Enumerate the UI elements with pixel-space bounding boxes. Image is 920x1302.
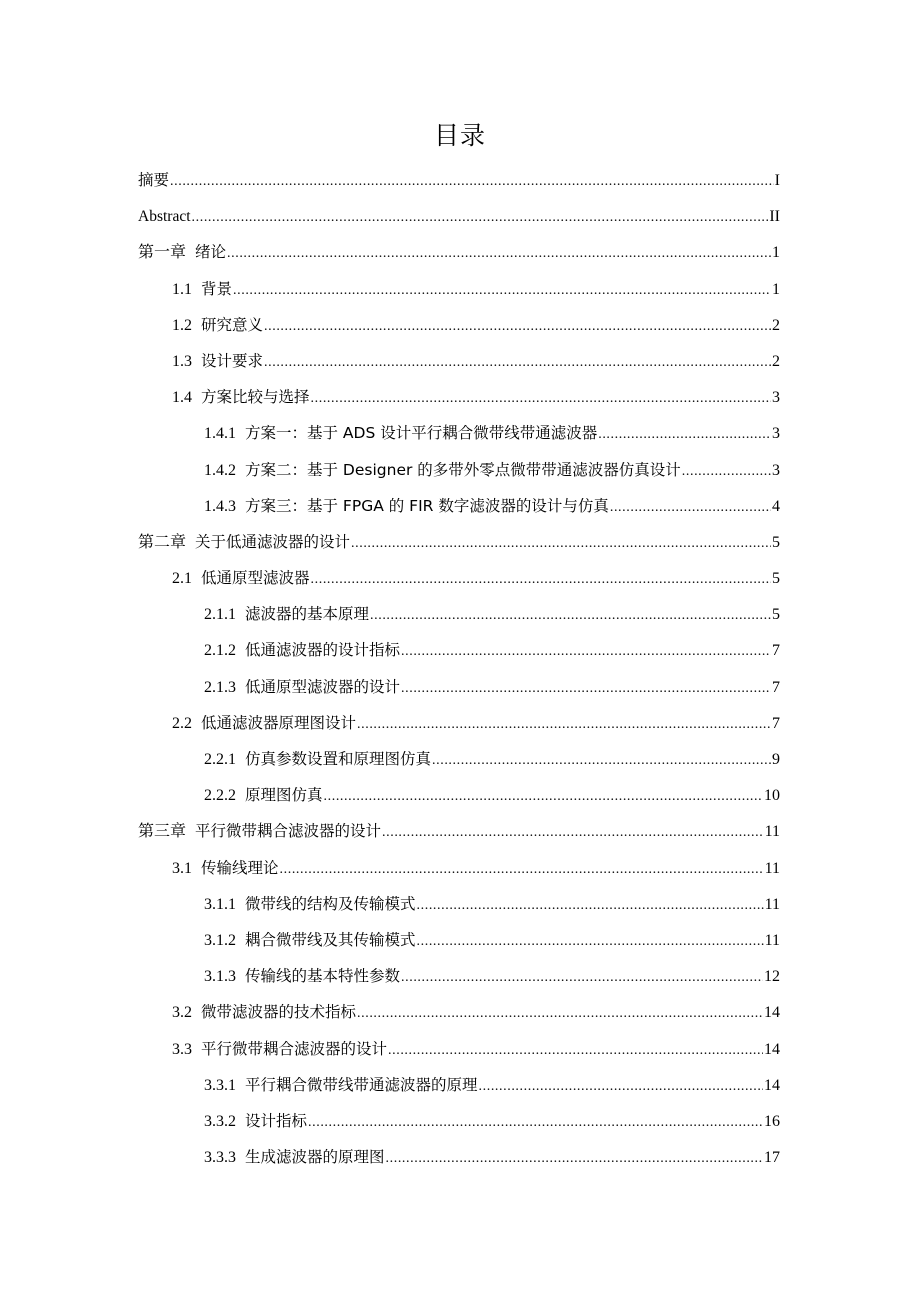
toc-entry-number: 2.1.2 (204, 642, 236, 660)
toc-entry-number: 1.2 (172, 316, 192, 334)
toc-entry-label (204, 958, 400, 995)
toc-entry-title: 低通滤波器的设计指标 (245, 641, 401, 660)
toc-dot-leader (357, 996, 763, 1032)
toc-entry-number: 2.1.1 (204, 606, 236, 624)
toc-entry[interactable] (138, 886, 780, 922)
toc-entry-label (172, 560, 310, 597)
toc-entry-label (204, 488, 609, 525)
toc-entry[interactable] (138, 162, 780, 198)
toc-entry-page: 11 (764, 931, 780, 949)
toc-entry-title: 滤波器的基本原理 (245, 605, 370, 624)
toc-entry-page: I (774, 172, 780, 189)
toc-dot-leader (370, 598, 771, 634)
toc-entry-number: 2.1.3 (204, 678, 236, 696)
toc-entry-title: 低通滤波器原理图设计 (201, 713, 357, 732)
toc-entry-title: 低通原型滤波器 (201, 569, 310, 588)
table-of-contents (138, 162, 780, 1175)
toc-entry-label (172, 994, 356, 1031)
toc-entry-label (172, 1031, 387, 1068)
toc-dot-leader (280, 852, 764, 888)
toc-entry-page: 2 (772, 352, 780, 370)
toc-dot-leader (401, 634, 771, 670)
toc-entry-label (204, 741, 431, 778)
toc-dot-leader (610, 490, 771, 526)
toc-entry[interactable] (138, 560, 780, 596)
toc-dot-leader (324, 779, 763, 815)
toc-dot-leader (227, 236, 771, 272)
toc-entry-page: 4 (772, 497, 780, 515)
toc-entry[interactable] (138, 922, 780, 958)
toc-entry-number: 3.3 (172, 1040, 192, 1058)
toc-entry-page: 3 (772, 461, 780, 479)
toc-entry-number: 2.1 (172, 570, 192, 588)
toc-dot-leader (417, 924, 764, 960)
toc-entry-number: 1.4.2 (204, 461, 236, 479)
toc-entry-title: 设计指标 (245, 1111, 308, 1130)
toc-entry-number: 第三章 (138, 823, 187, 841)
toc-entry-label (172, 705, 356, 742)
toc-entry-number: 3.1.1 (204, 895, 236, 913)
toc-entry-page: 16 (764, 1112, 780, 1130)
toc-entry-label (172, 379, 310, 416)
toc-entry[interactable] (138, 234, 780, 270)
toc-entry[interactable] (138, 813, 780, 849)
toc-entry-title: 绪论 (195, 243, 227, 262)
toc-entry-page: 11 (764, 859, 780, 877)
toc-entry[interactable] (138, 596, 780, 632)
toc-entry[interactable] (138, 307, 780, 343)
toc-entry-page: 5 (772, 570, 780, 588)
toc-dot-leader (351, 526, 771, 562)
toc-entry-number: 1.1 (172, 280, 192, 298)
toc-entry-number: 1.4.1 (204, 425, 236, 443)
toc-entry-number: 3.3.2 (204, 1112, 236, 1130)
toc-entry-page: 10 (764, 787, 780, 805)
toc-entry-label (204, 886, 416, 923)
toc-entry[interactable] (138, 415, 780, 451)
toc-entry-number: 3.2 (172, 1004, 192, 1022)
toc-entry-number: 2.2 (172, 714, 192, 732)
toc-entry-title: 方案二：基于 Designer 的多带外零点微带带通滤波器仿真设计 (245, 460, 681, 479)
toc-entry-page: 14 (764, 1076, 780, 1094)
toc-entry-page: 17 (764, 1149, 780, 1167)
toc-entry-number: 第二章 (138, 533, 187, 551)
toc-dot-leader (264, 309, 771, 345)
toc-dot-leader (417, 888, 764, 924)
toc-entry-label (172, 343, 263, 380)
toc-dot-leader (388, 1033, 763, 1069)
toc-entry[interactable] (138, 488, 780, 524)
toc-entry-title: 背景 (201, 279, 233, 298)
toc-entry-title: 仿真参数设置和原理图仿真 (245, 750, 432, 768)
toc-entry-label (204, 596, 369, 633)
toc-entry-title: 方案比较与选择 (201, 388, 310, 407)
toc-dot-leader (382, 815, 764, 851)
toc-entry-label (138, 198, 191, 235)
toc-entry-title: 平行微带耦合滤波器的设计 (201, 1039, 388, 1058)
toc-entry-page: 1 (772, 244, 780, 262)
toc-entry-label (204, 632, 400, 669)
toc-entry-label (204, 777, 323, 814)
toc-entry-page: 5 (772, 533, 780, 551)
toc-dot-leader (233, 273, 771, 309)
toc-entry-number: 1.3 (172, 352, 192, 370)
toc-entry-label (204, 669, 400, 706)
toc-entry[interactable] (138, 1139, 780, 1175)
toc-entry-title: 微带线的结构及传输模式 (245, 894, 416, 913)
toc-entry[interactable] (138, 705, 780, 741)
toc-entry[interactable] (138, 198, 780, 234)
toc-entry-label (204, 1139, 385, 1176)
toc-dot-leader (432, 743, 771, 779)
toc-entry-page: 14 (764, 1004, 780, 1022)
toc-entry[interactable] (138, 1067, 780, 1103)
toc-entry-title: 传输线的基本特性参数 (245, 967, 401, 986)
toc-entry[interactable] (138, 452, 780, 488)
toc-entry-page: 7 (772, 642, 780, 660)
toc-dot-leader (170, 164, 774, 200)
toc-entry-page: 3 (772, 389, 780, 407)
toc-entry-page: 12 (764, 968, 780, 986)
toc-entry[interactable] (138, 850, 780, 886)
toc-entry-number: 1.4 (172, 389, 192, 407)
toc-entry-number: 2.2.2 (204, 787, 236, 805)
toc-entry-title: 研究意义 (201, 315, 264, 334)
toc-entry[interactable] (138, 958, 780, 994)
toc-entry-title: 传输线理论 (201, 858, 279, 877)
toc-dot-leader (682, 454, 771, 490)
toc-entry-label (204, 452, 681, 489)
toc-entry[interactable] (138, 343, 780, 379)
toc-entry-title: 摘要 (138, 171, 170, 189)
toc-entry-number: 3.1.3 (204, 968, 236, 986)
toc-entry[interactable] (138, 777, 780, 813)
toc-entry-title: 微带滤波器的技术指标 (201, 1003, 357, 1022)
toc-entry[interactable] (138, 271, 780, 307)
toc-entry-title: 低通原型滤波器的设计 (245, 677, 401, 696)
toc-dot-leader (192, 200, 769, 236)
toc-entry-title: 生成滤波器的原理图 (245, 1148, 385, 1167)
toc-entry[interactable] (138, 994, 780, 1030)
page-title: 目录 (433, 121, 486, 150)
toc-entry-label (138, 234, 226, 271)
toc-entry-page: 7 (772, 714, 780, 732)
toc-entry-page: 3 (772, 425, 780, 443)
toc-entry[interactable] (138, 741, 780, 777)
toc-entry-label (204, 1103, 307, 1140)
toc-entry-label (204, 922, 416, 959)
toc-entry-page: 7 (772, 678, 780, 696)
toc-entry-label (204, 1067, 478, 1104)
toc-entry[interactable] (138, 632, 780, 668)
toc-entry[interactable] (138, 1103, 780, 1139)
toc-dot-leader (598, 417, 771, 453)
toc-entry-number: 1.4.3 (204, 497, 236, 515)
toc-dot-leader (311, 381, 771, 417)
toc-entry-label (172, 307, 263, 344)
toc-entry-label (138, 162, 169, 198)
toc-dot-leader (308, 1105, 763, 1141)
toc-dot-leader (479, 1069, 763, 1105)
toc-entry-title: 方案一：基于 ADS 设计平行耦合微带线带通滤波器 (245, 424, 598, 443)
toc-entry-title: 耦合微带线及其传输模式 (245, 930, 416, 949)
toc-dot-leader (264, 345, 771, 381)
toc-entry-page: 9 (772, 751, 780, 768)
toc-entry-page: 11 (764, 823, 780, 841)
toc-dot-leader (401, 671, 771, 707)
toc-dot-leader (386, 1141, 763, 1177)
toc-entry-title: 方案三：基于 FPGA 的 FIR 数字滤波器的设计与仿真 (245, 496, 609, 515)
toc-entry-title: 关于低通滤波器的设计 (195, 532, 351, 551)
toc-entry-number: 3.1 (172, 859, 192, 877)
toc-entry-title: 原理图仿真 (245, 786, 323, 805)
toc-dot-leader (401, 960, 763, 996)
toc-entry-page: 14 (764, 1040, 780, 1058)
toc-entry-label (172, 850, 279, 887)
toc-entry-page: II (769, 208, 780, 226)
toc-entry-number: 2.2.1 (204, 751, 236, 768)
toc-entry[interactable] (138, 524, 780, 560)
toc-entry-label (172, 271, 232, 308)
toc-entry-title: 设计要求 (201, 351, 264, 370)
toc-entry-title: 平行耦合微带线带通滤波器的原理 (245, 1075, 478, 1094)
toc-dot-leader (357, 707, 771, 743)
toc-entry-page: 5 (772, 606, 780, 624)
toc-entry-page: 1 (772, 280, 780, 298)
toc-entry-page: 2 (772, 316, 780, 334)
toc-entry-title: Abstract (138, 208, 191, 226)
toc-entry-title: 平行微带耦合滤波器的设计 (195, 822, 382, 841)
toc-entry-number: 第一章 (138, 244, 187, 262)
toc-entry[interactable] (138, 669, 780, 705)
toc-entry-label (138, 524, 350, 561)
toc-dot-leader (311, 562, 771, 598)
toc-entry-page: 11 (764, 895, 780, 913)
toc-entry[interactable] (138, 1031, 780, 1067)
toc-entry-number: 3.3.1 (204, 1076, 236, 1094)
toc-entry-number: 3.3.3 (204, 1149, 236, 1167)
toc-entry-label (138, 813, 381, 850)
toc-entry-label (204, 415, 597, 452)
toc-entry[interactable] (138, 379, 780, 415)
toc-entry-number: 3.1.2 (204, 931, 236, 949)
